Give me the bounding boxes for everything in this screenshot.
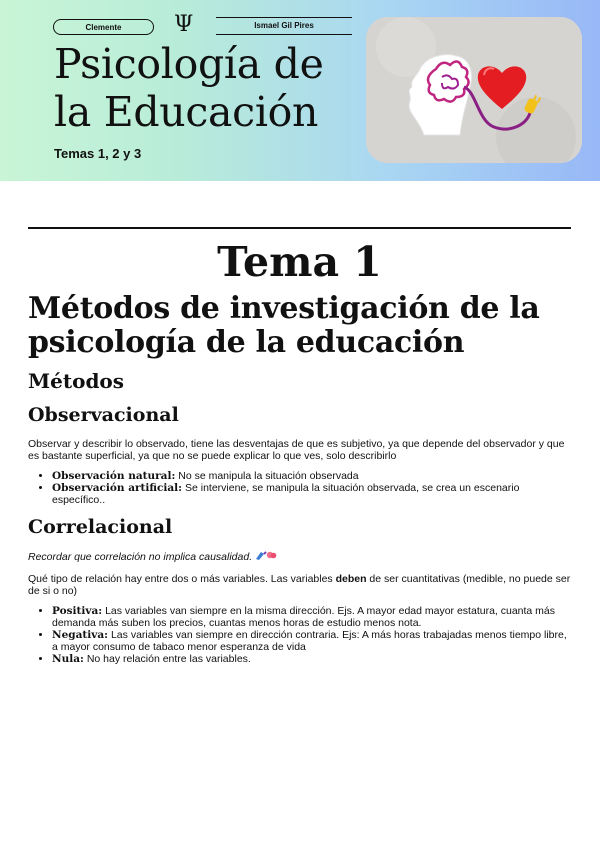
intro-text-b: de ser cuantitativas (medible, no puede ser de si o no) <box>28 573 571 597</box>
correlacional-intro <box>28 573 571 597</box>
list-item-term: Negativa: <box>52 629 109 641</box>
list-item-term: Observación artificial: <box>52 482 183 494</box>
list-item-desc: Las variables van siempre en dirección contraria. Ejs: A más horas trabajadas menos tiempo libre, a mayor consumo de tabaco menor esperanza de vida <box>52 629 567 653</box>
list-item <box>52 605 571 629</box>
header-banner <box>0 0 600 181</box>
psi-icon: Ψ <box>174 12 194 37</box>
observacional-list <box>28 470 571 506</box>
list-item <box>52 653 571 665</box>
intro-text-a: Qué tipo de relación hay entre dos o más variables. Las variables <box>28 573 336 585</box>
intro-bold: deben <box>335 573 367 585</box>
list-item-desc: Se interviene, se manipula la situación observada, se crea un escenario específico.. <box>52 482 520 506</box>
page-title <box>54 40 324 136</box>
list-item-desc: No se manipula la situación observada <box>178 470 359 482</box>
list-item <box>52 629 571 653</box>
divider-line <box>28 227 571 229</box>
correlacional-heading: Correlacional <box>28 516 173 538</box>
subtitle: Temas 1, 2 y 3 <box>54 146 142 161</box>
hero-image <box>366 17 582 163</box>
section-heading: Métodos <box>28 369 125 393</box>
chapter-heading: Métodos de investigación de la psicología de la educación <box>28 291 540 360</box>
list-item-term: Observación natural: <box>52 470 176 482</box>
list-item-desc: No hay relación entre las variables. <box>86 653 251 665</box>
list-item <box>52 482 571 506</box>
list-item-term: Positiva: <box>52 605 103 617</box>
course-label: Clemente <box>53 19 154 35</box>
author-label: Ismael Gil Pires <box>216 17 352 35</box>
list-item <box>52 470 571 482</box>
brain-emoji-icon <box>255 550 277 561</box>
note-text: Recordar que correlación no implica causalidad. <box>28 551 253 563</box>
observacional-heading: Observacional <box>28 404 179 426</box>
correlation-note <box>28 550 571 563</box>
list-item-term: Nula: <box>52 653 84 665</box>
title-line-1: Psicología de <box>54 40 324 88</box>
list-item-desc: Las variables van siempre en la misma dirección. Ejs. A mayor edad mayor estatura, cuanta más demanda más suben los precios, cuantas menos horas de estudio menos nota. <box>52 605 556 629</box>
correlacional-list <box>28 605 571 665</box>
head-heart-illustration <box>366 17 582 163</box>
tema-heading: Tema 1 <box>217 238 382 286</box>
title-line-2: la Educación <box>54 88 319 136</box>
observacional-text: Observar y describir lo observado, tiene las desventajas de que es subjetivo, ya que depende del observador y que es bastante superficial, ya que no se puede explicar lo que ves, solo describirlo <box>28 438 565 462</box>
document-body <box>28 232 571 665</box>
